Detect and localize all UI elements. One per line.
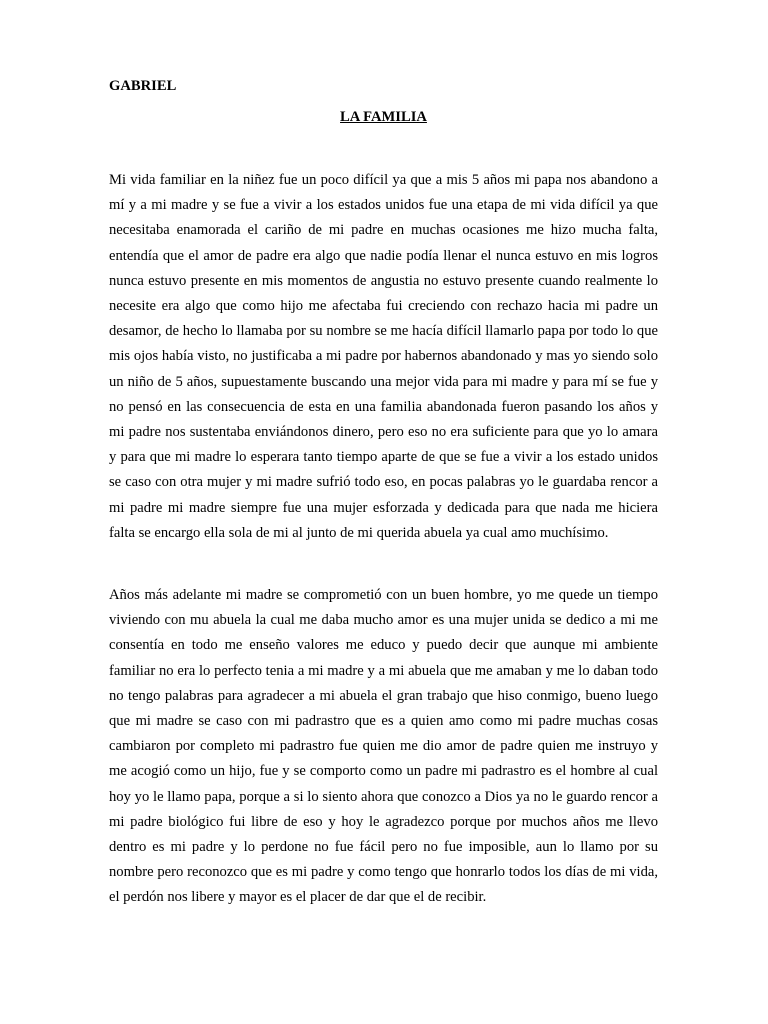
paragraph-2: Años más adelante mi madre se comprometió con un buen hombre, yo me quede un tiempo viviendo con mu abuela la cual me daba mucho amor es una mujer unida se dedico a mi me consentía en todo me enseño valores me educo y puedo decir que aunque mi ambiente familiar no era lo perfecto tenia a mi madre y a mi abuela que me amaban y me lo daban todo no tengo palabras para agradecer a mi abuela el gran trabajo que hiso conmigo, bueno luego que mi madre se caso con mi padrastro que es a quien amo como mi padre muchas cosas cambiaron por completo mi padrastro fue quien me dio amor de padre quien me instruyo y me acogió como un hijo, fue y se comporto como un padre mi padrastro es el hombre al cual hoy yo le llamo papa, porque a si lo siento ahora que conozco a Dios ya no le guardo rencor a mi padre biológico fui libre de eso y hoy le agradezco porque por muchos años me llevo dentro es mi padre y lo perdone no fue fácil pero no fue imposible, aun lo llamo por su nombre pero reconozco que es mi padre y como tengo que honrarlo todos los días de mi vida, el perdón nos libere y mayor es el placer de dar que el de recibir. (109, 587, 658, 906)
author-name: GABRIEL (109, 78, 177, 94)
paragraph-1: Mi vida familiar en la niñez fue un poco difícil ya que a mis 5 años mi papa nos abandono a mí y a mi madre y se fue a vivir a los estados unidos fue una etapa de mi vida difícil ya que necesitaba enamorada el cariño de mi padre en muchas ocasiones me hizo mucha falta, entendía que el amor de padre era algo que nadie podía llenar el nunca estuvo en mis logros nunca estuvo presente en mis momentos de angustia no estuvo presente cuando realmente lo necesite era algo que como hijo me afectaba fui creciendo con rechazo hacia mi padre un desamor, de hecho lo llamaba por su nombre se me hacía difícil llamarlo papa por todo lo que mis ojos había visto, no justificaba a mi padre por habernos abandonado y mas yo siendo solo un niño de 5 años, supuestamente buscando una mejor vida para mi madre y para mí se fue y no pensó en las consecuencia de esta en una familia abandonada fueron pasando los años y mi padre nos sustentaba enviándonos dinero, pero eso no era suficiente para que yo lo amara y para que mi madre lo esperara tanto tiempo aparte de que se fue a vivir a los estado unidos se caso con otra mujer y mi madre sufrió todo eso, en pocas palabras yo le guardaba rencor a mi padre mi madre siempre fue una mujer esforzada y dedicada para que nada me hiciera falta se encargo ella sola de mi al junto de mi querida abuela ya cual amo muchísimo. (109, 172, 658, 541)
document-title: LA FAMILIA (340, 109, 427, 125)
